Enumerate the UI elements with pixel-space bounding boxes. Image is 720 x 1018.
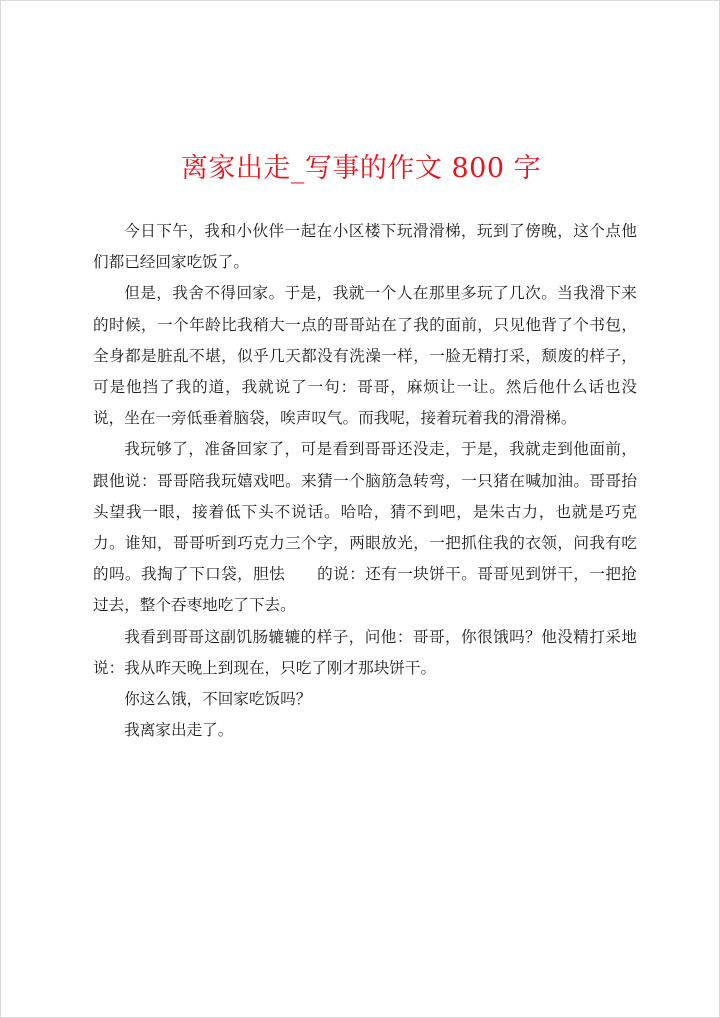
paragraph: 你这么饿，不回家吃饭吗？	[124, 690, 312, 709]
paragraph: 我离家出走了。	[124, 721, 234, 740]
paragraph: 但是，我舍不得回家。于是，我就一个人在那里多玩了几次。当我滑下来的时候，一个年龄比我稍大一点的哥哥站在了我的面前，只见他背了个书包，全身都是脏乱不堪，似乎几天都没有洗澡一样，一脸无精打采，颓废的样子，可是他挡了我的道，我就说了一句：哥哥，麻烦让一让。然后他什么话也没说，坐在一旁低垂着脑袋，唉声叹气。而我呢，接着玩着我的滑滑梯。	[93, 284, 637, 428]
paragraph: 我玩够了，准备回家了，可是看到哥哥还没走，于是，我就走到他面前，跟他说：哥哥陪我玩嬉戏吧。来猜一个脑筋急转弯，一只猪在喊加油。哥哥抬头望我一眼，接着低下头不说话。哈哈，猜不到吧，是朱古力，也就是巧克力。谁知，哥哥听到巧克力三个字，两眼放光，一把抓住我的衣领，问我有吃的吗。我掏了下口袋，胆怯 的说：还有一块饼干。哥哥见到饼干，一把抢过去，整个吞枣地吃了下去。	[93, 440, 637, 615]
paragraph: 我看到哥哥这副饥肠辘辘的样子，问他：哥哥，你很饿吗？他没精打采地说：我从昨天晚上到现在，只吃了刚才那块饼干。	[93, 627, 637, 677]
document-title: 离家出走_写事的作文 800 字	[180, 153, 542, 184]
document-body	[93, 216, 637, 746]
paragraph: 今日下午，我和小伙伴一起在小区楼下玩滑滑梯，玩到了傍晚，这个点他们都已经回家吃饭了。	[93, 222, 637, 272]
